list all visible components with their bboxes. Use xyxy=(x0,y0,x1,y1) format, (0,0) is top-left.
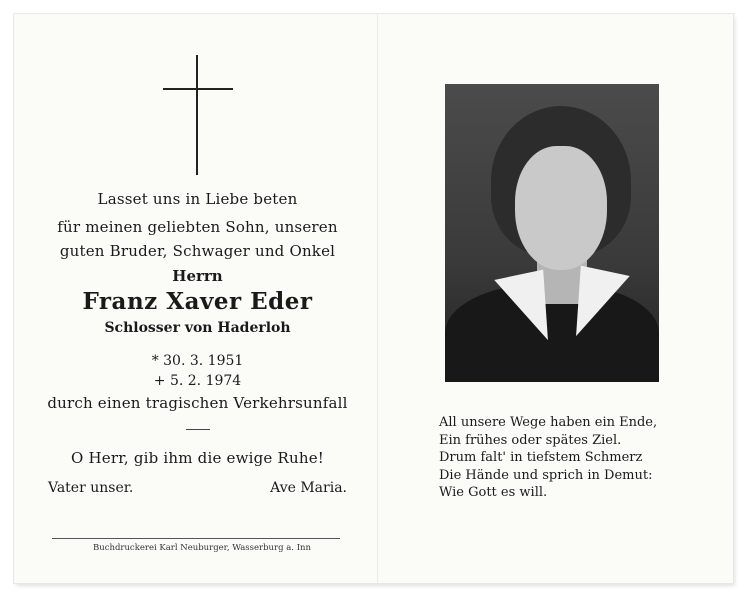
poem-line: All unsere Wege haben ein Ende, xyxy=(439,415,658,430)
deceased-name: Franz Xaver Eder xyxy=(82,288,313,315)
cross-icon xyxy=(163,55,233,175)
footer-rule xyxy=(52,538,340,539)
poem-line: Drum falt' in tiefstem Schmerz xyxy=(439,450,643,465)
card-fold xyxy=(377,14,378,583)
intro-line-3: guten Bruder, Schwager und Onkel xyxy=(59,242,336,260)
poem-line: Die Hände und sprich in Demut: xyxy=(439,467,653,483)
prayer-ave-maria: Ave Maria. xyxy=(270,480,347,496)
closing-prayer: O Herr, gib ihm die ewige Ruhe! xyxy=(71,449,324,467)
cause-of-death: durch einen tragischen Verkehrsunfall xyxy=(47,394,348,412)
portrait-photo xyxy=(445,84,659,382)
left-page xyxy=(40,55,355,498)
divider xyxy=(186,429,210,430)
poem-line: Ein frühes oder spätes Ziel. xyxy=(439,432,622,448)
printer-credit: Buchdruckerei Karl Neuburger, Wasserburg a. Inn xyxy=(93,543,311,553)
prayer-vater-unser: Vater unser. xyxy=(48,480,134,496)
intro-line-2: für meinen geliebten Sohn, unseren xyxy=(57,218,338,236)
death-date: + 5. 2. 1974 xyxy=(153,373,242,389)
poem-line: Wie Gott es will. xyxy=(439,485,548,500)
occupation: Schlosser von Haderloh xyxy=(104,320,291,336)
birth-date: * 30. 3. 1951 xyxy=(151,353,244,369)
poem xyxy=(439,414,699,502)
intro-line-1: Lasset uns in Liebe beten xyxy=(97,190,298,208)
salutation: Herrn xyxy=(172,267,223,285)
prayer-row xyxy=(40,478,355,498)
